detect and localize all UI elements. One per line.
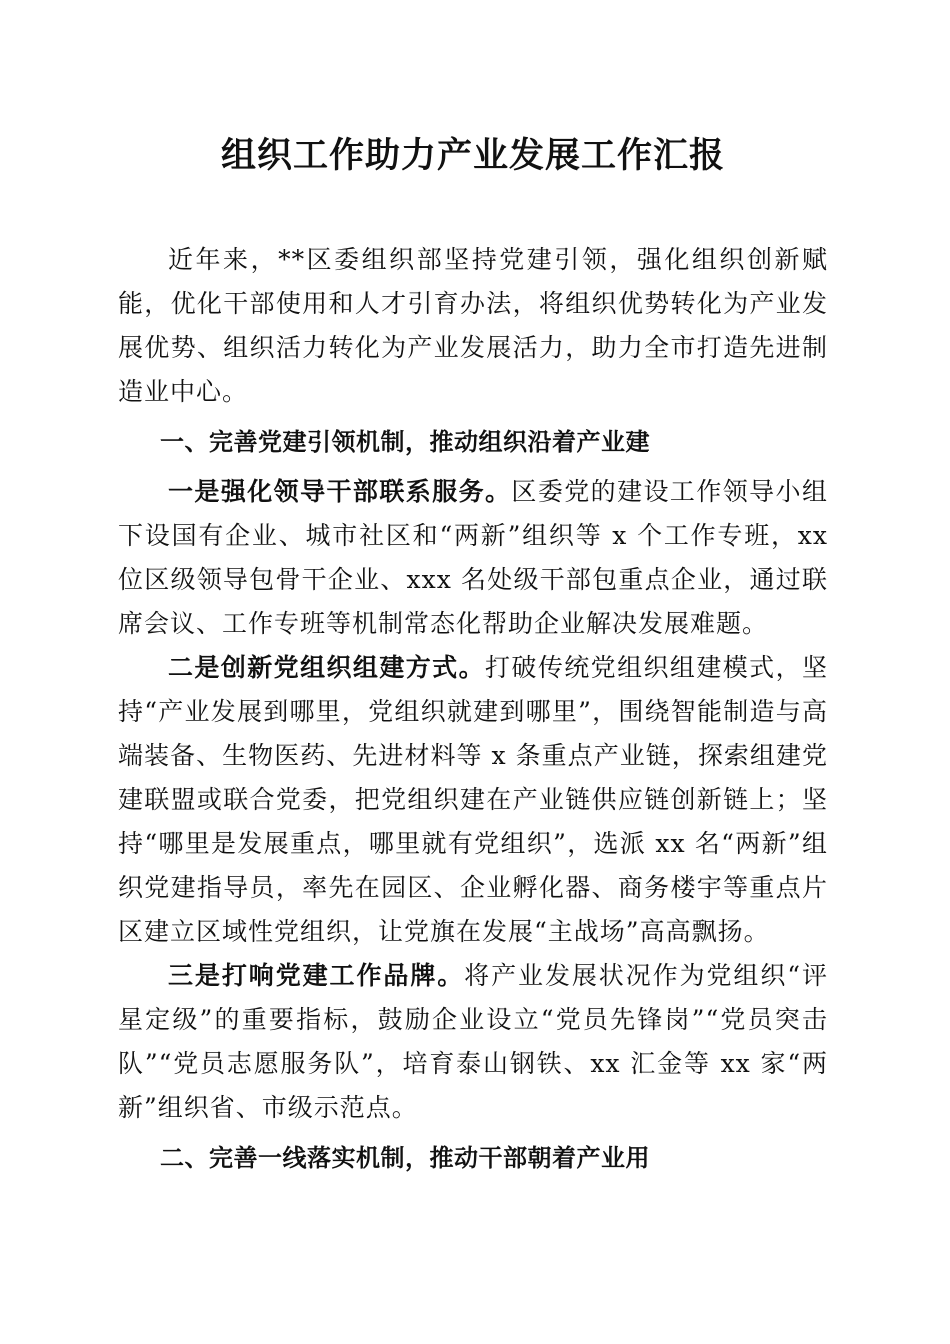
paragraph-text: 打破传统党组织组建模式，坚持“产业发展到哪里，党组织就建到哪里”，围绕智能制造与高端装备、生物医药、先进材料等 x 条重点产业链，探索组建党建联盟或联合党委，把党组织建在产业链供应链创新链上；坚持“哪里是发展重点，哪里就有党组织”，选派 xx 名“两新”组织党建指导员，率先在园区、企业孵化器、商务楼宇等重点片区建立区域性党组织，让党旗在发展“主战场”高高飘扬。 <box>118 653 828 946</box>
paragraph-text: 区委党的建设工作领导小组下设国有企业、城市社区和“两新”组织等 x 个工作专班，xx 位区级领导包骨干企业、xxx 名处级干部包重点企业，通过联席会议、工作专班等机制常态化帮助企业解决发展难题。 <box>118 477 828 638</box>
paragraph-lead: 一是强化领导干部联系服务。 <box>168 477 512 506</box>
document-page <box>118 126 828 1186</box>
section-1-heading: 一、完善党建引领机制，推动组织沿着产业建 <box>160 428 650 456</box>
paragraph-lead: 三是打响党建工作品牌。 <box>168 961 465 990</box>
section-1-paragraph-3 <box>118 954 828 1130</box>
document-title: 组织工作助力产业发展工作汇报 <box>220 135 725 176</box>
paragraph-text: 将产业发展状况作为党组织“评星定级”的重要指标，鼓励企业设立“党员先锋岗”“党员突击队”“党员志愿服务队”，培育泰山钢铁、xx 汇金等 xx 家“两新”组织省、市级示范点。 <box>118 961 828 1122</box>
section-1-paragraph-2 <box>118 646 828 954</box>
intro-paragraph: 近年来，**区委组织部坚持党建引领，强化组织创新赋能，优化干部使用和人才引育办法，将组织优势转化为产业发展优势、组织活力转化为产业发展活力，助力全市打造先进制造业中心。 <box>118 245 828 406</box>
section-1-paragraph-1 <box>118 470 828 646</box>
section-2-heading: 二、完善一线落实机制，推动干部朝着产业用 <box>160 1144 650 1172</box>
paragraph-lead: 二是创新党组织组建方式。 <box>168 653 485 682</box>
